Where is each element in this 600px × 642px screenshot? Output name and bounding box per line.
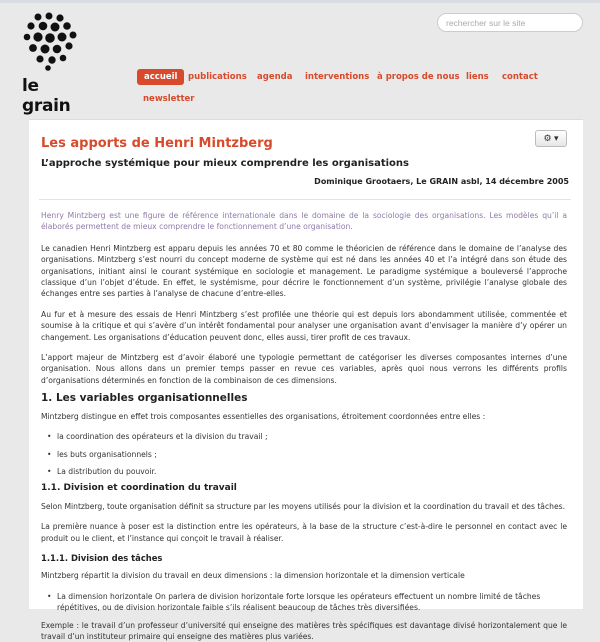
search-input[interactable] <box>437 13 583 32</box>
article-header <box>39 120 571 200</box>
logo-text: le grain <box>22 76 71 116</box>
nav-item-agenda[interactable]: agenda <box>257 72 293 82</box>
paragraph: L’apport majeur de Mintzberg est d’avoir élaboré une typologie permettant de catégoriser les diverses composantes internes d’une organisation. Nous allons dans un premier temps passer en revue ces variables, après quoi nous verrons les différents profils d’organisations déterminés en fonction de la combinaison de ces dimensions. <box>41 353 567 385</box>
nav-item-interventions[interactable]: interventions <box>305 72 370 82</box>
site-logo[interactable] <box>22 12 92 116</box>
dimensions-list <box>45 591 567 614</box>
heading-variables: 1. Les variables organisationnelles <box>41 392 248 405</box>
heading-division: 1.1. Division et coordination du travail <box>41 483 237 494</box>
grain-logo-icon <box>22 12 84 72</box>
caret-down-icon: ▾ <box>554 133 559 143</box>
list-item: • les buts organisationnels ; <box>45 449 567 460</box>
paragraph: Au fur et à mesure des essais de Henri Mintzberg s’est profilée une théorie qui est depuis lors abondamment utilisée, commentée et soumise à la critique et qui s’avère d’un intérêt fondamental pour analyser une organisation avant d’envisager la manière d’y opérer un changement. Les organisations d’éducation peuvent donc, elles aussi, tirer profit de ces travaux. <box>41 309 567 342</box>
paragraph: Exemple : le travail d’un professeur d’université qui enseigne des matières très spécifiques est davantage divisé horizontalement que le travail d’un instituteur primaire qui enseigne des matières plus variées. <box>41 620 567 641</box>
article-title: Les apports de Henri Mintzberg <box>41 136 273 151</box>
list-item: • La dimension horizontale On parlera de division horizontale forte lorsque les opérateurs effectuent un nombre limité de tâches répétitives, ou de division horizontale faible s’ils réalisent beaucoup de tâches très diversifiées. <box>45 591 567 614</box>
article-subtitle: L’approche systémique pour mieux comprendre les organisations <box>41 158 409 169</box>
paragraph: Le canadien Henri Mintzberg est apparu depuis les années 70 et 80 comme le théoricien de référence dans le domaine de l’analyse des organisations. Mintzberg s’est nourri du concept moderne de système qui est né dans les années 40 et l’a intégré dans son étude des organisations, initiant ainsi le courant systémique en sociologie et management. Le paradigme systémique a bouleversé l’approche classique d’un l’objet d’étude. En effet, le systémisme, pour décrire le fonctionnement d’un système, privilégie l’analyse globale des échanges entre ses parties à l’analyse de chacune d’entre-elles. <box>41 243 567 299</box>
list-item: • La distribution du pouvoir. <box>45 466 567 477</box>
paragraph: La première nuance à poser est la distinction entre les opérateurs, à la base de la structure c’est-à-dire le personnel en contact avec le produit ou le client, et l’instance qui conçoit le travail à réaliser. <box>41 522 567 543</box>
nav-item-contact[interactable]: contact <box>502 72 538 82</box>
gear-icon: ⚙ <box>543 133 552 143</box>
nav-item-newsletter[interactable]: newsletter <box>143 94 195 104</box>
top-bar <box>0 0 600 3</box>
article-actions-button[interactable] <box>535 130 567 147</box>
nav-item-liens[interactable]: liens <box>466 72 489 82</box>
list-item: • la coordination des opérateurs et la division du travail ; <box>45 431 567 442</box>
heading-taches: 1.1.1. Division des tâches <box>41 552 163 563</box>
nav-item-a-propos[interactable]: à propos de nous <box>377 72 460 82</box>
article-byline: Dominique Grootaers, Le GRAIN asbl, 14 décembre 2005 <box>314 177 569 186</box>
article-lead: Henry Mintzberg est une figure de référence internationale dans le domaine de la sociologie des organisations. Les modèles qu’il a élaborés permettent de mieux comprendre le fonctionnement d’une organisation. <box>41 211 567 232</box>
paragraph: Mintzberg répartit la division du travail en deux dimensions : la dimension horizontale et la dimension verticale <box>41 571 465 581</box>
paragraph: Selon Mintzberg, toute organisation définit sa structure par les moyens utilisés pour la division et la coordination du travail et des tâches. <box>41 501 565 511</box>
article-body <box>29 200 583 642</box>
nav-item-accueil[interactable]: accueil <box>137 69 184 85</box>
article-panel <box>29 119 583 641</box>
components-list <box>45 431 567 477</box>
nav-item-publications[interactable]: publications <box>188 72 247 82</box>
paragraph: Mintzberg distingue en effet trois composantes essentielles des organisations, étroitement coordonnées entre elles : <box>41 411 486 421</box>
